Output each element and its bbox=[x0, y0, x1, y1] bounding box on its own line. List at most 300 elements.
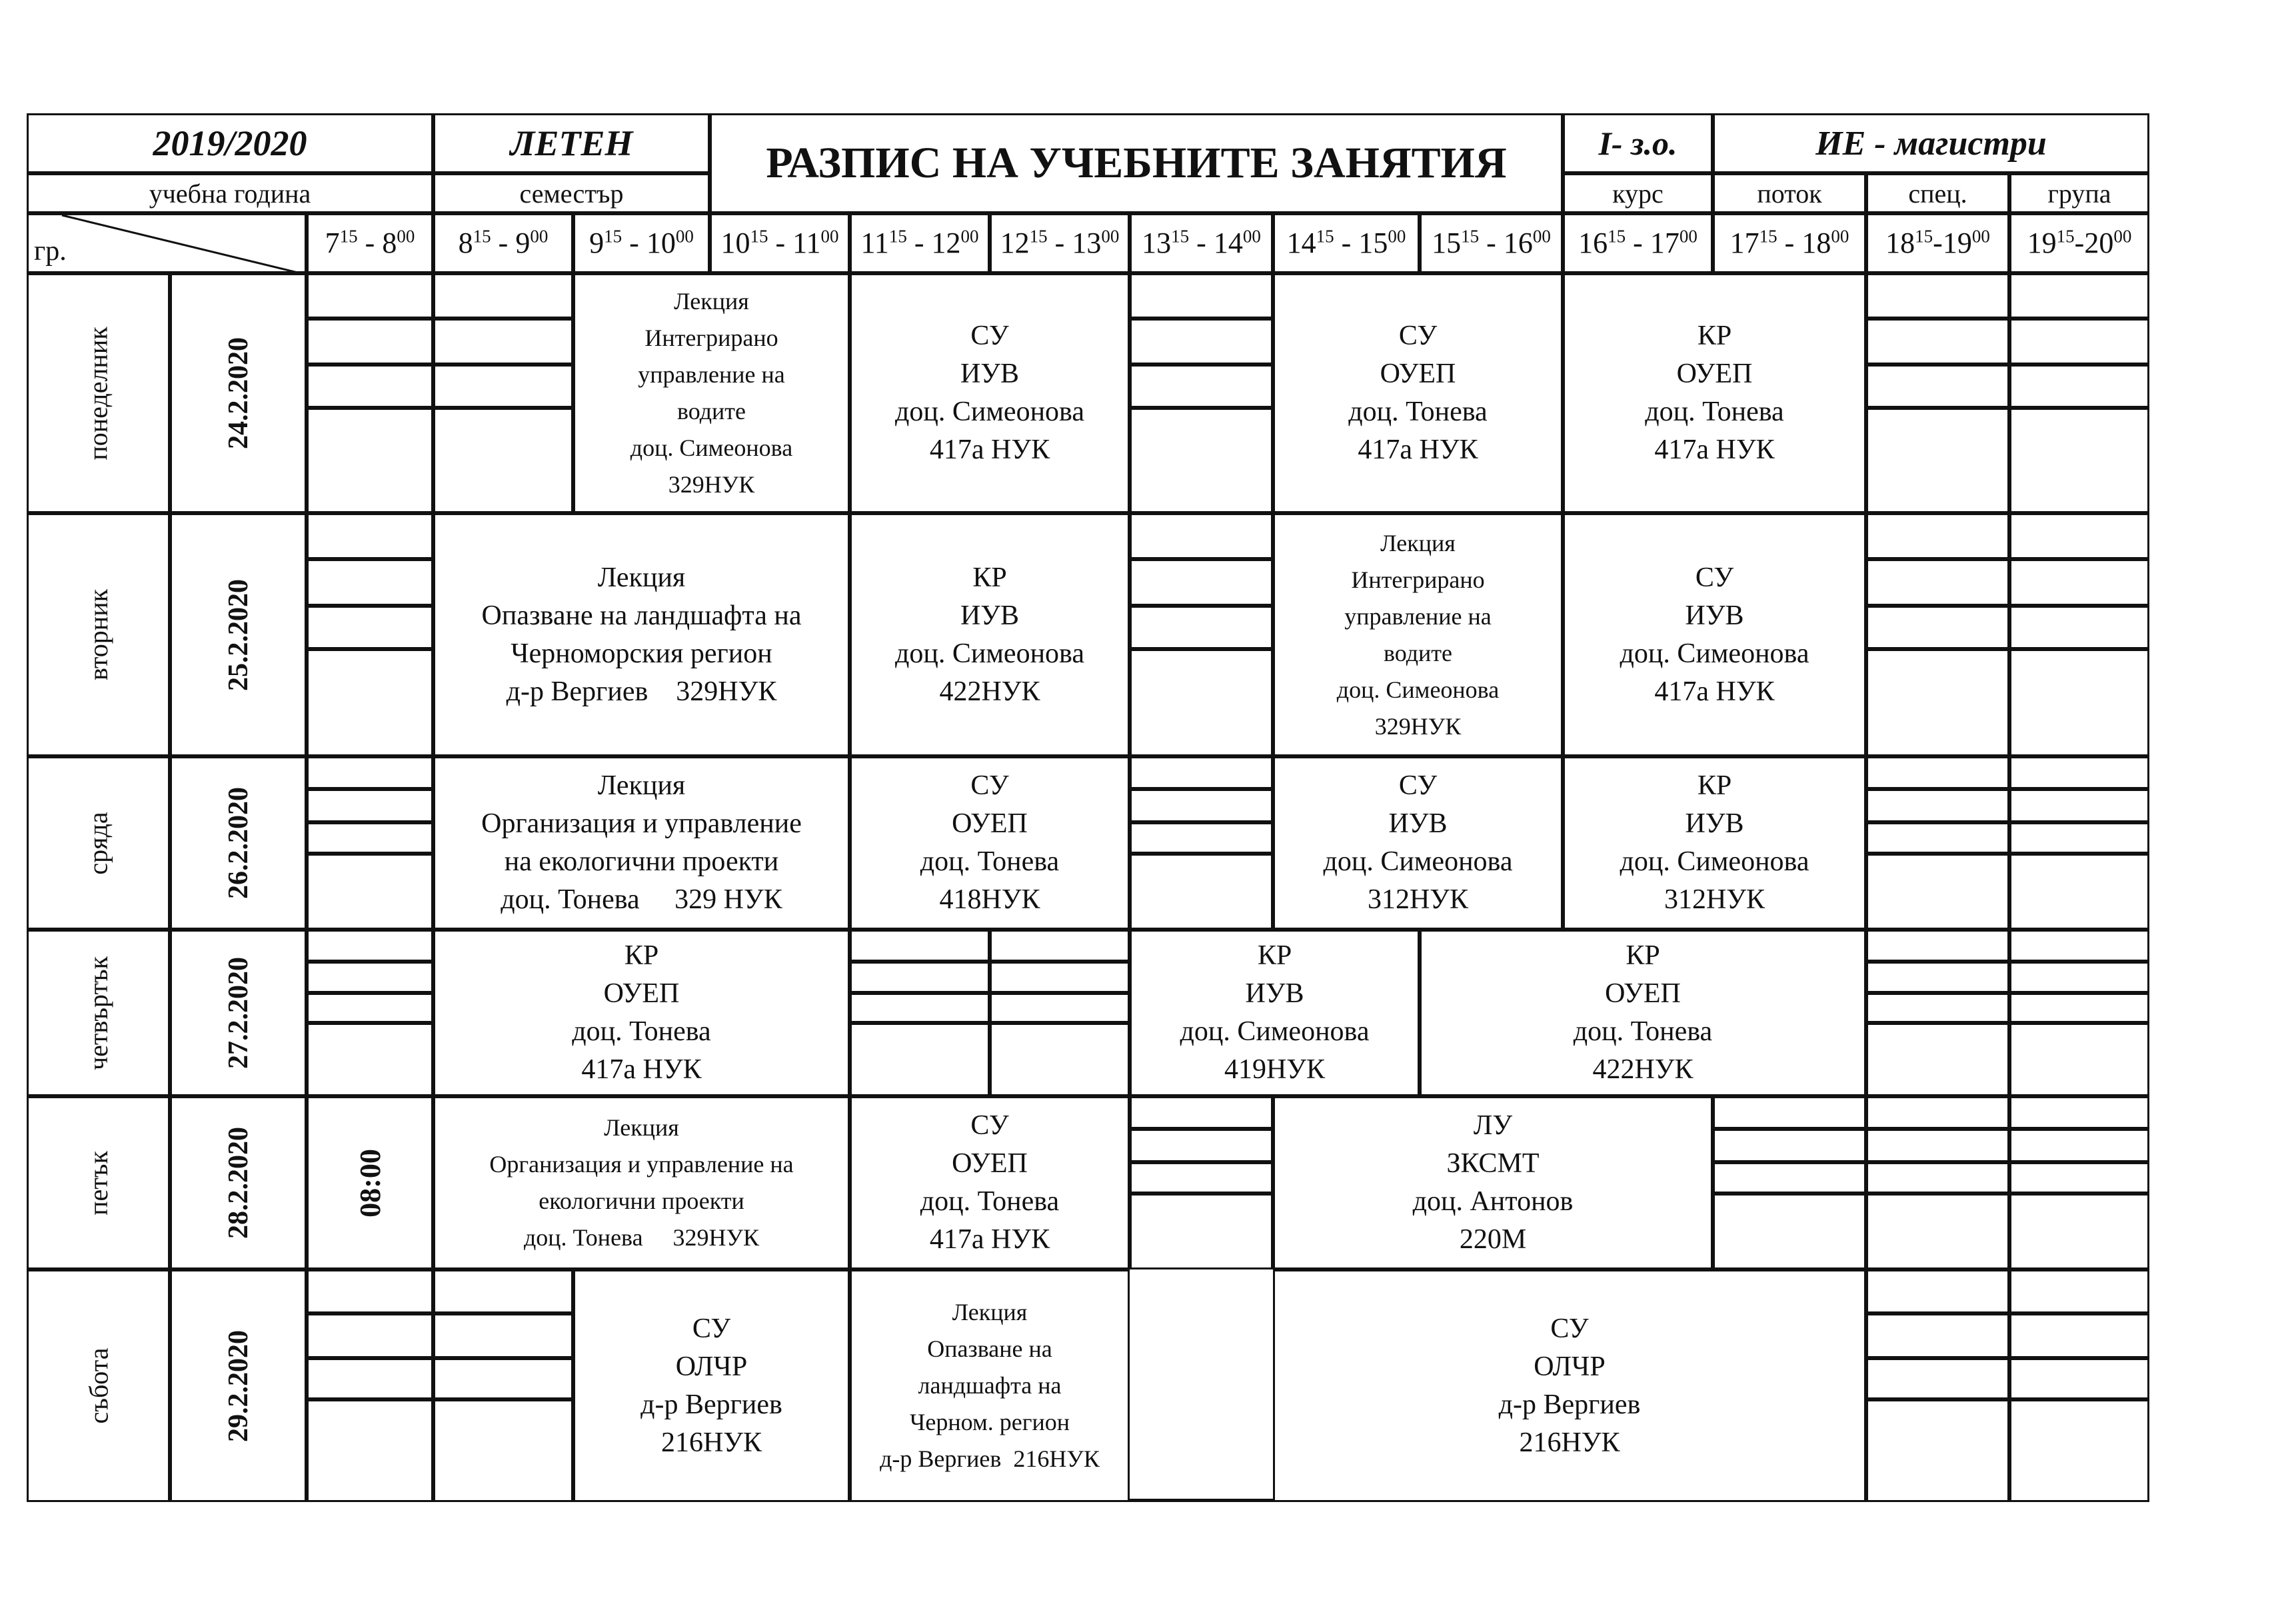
class-detail: Черном. регион bbox=[909, 1409, 1070, 1435]
empty-slot-cell bbox=[850, 993, 990, 1023]
empty-slot-cell bbox=[2009, 822, 2149, 854]
time-slot-label bbox=[720, 226, 839, 259]
slot-start-hour: 12 bbox=[1000, 227, 1030, 259]
day-name: събота bbox=[83, 1347, 113, 1424]
class-detail: ландшафта на bbox=[918, 1372, 1062, 1399]
course-cell bbox=[1563, 113, 1713, 173]
slot-end-hour: 8 bbox=[382, 227, 397, 259]
time-slot-cell bbox=[1866, 213, 2009, 273]
class-block[interactable] bbox=[850, 1096, 1130, 1269]
class-detail: Опазване на bbox=[927, 1335, 1052, 1362]
empty-slot-cell bbox=[2009, 854, 2149, 930]
empty-slot-cell bbox=[2009, 993, 2149, 1023]
class-detail: 419НУК bbox=[1224, 1054, 1326, 1085]
class-type: Лекция bbox=[604, 1114, 679, 1141]
class-detail: 216НУК bbox=[1519, 1427, 1620, 1458]
class-type: СУ bbox=[970, 1110, 1009, 1141]
class-detail: д-р Вергиев 329НУК bbox=[506, 676, 777, 707]
slot-start-minute: 15 bbox=[1608, 226, 1626, 247]
class-block[interactable] bbox=[1563, 273, 1866, 513]
empty-slot-cell bbox=[1866, 789, 2009, 822]
empty-slot-cell bbox=[990, 993, 1130, 1023]
program: ИЕ - магистри bbox=[1815, 124, 2047, 163]
time-slot-cell bbox=[1713, 213, 1866, 273]
empty-slot-cell bbox=[1866, 1313, 2009, 1358]
empty-slot-cell bbox=[1130, 822, 1273, 854]
class-type: КР bbox=[1697, 770, 1732, 801]
slot-start-hour: 14 bbox=[1286, 227, 1316, 259]
empty-slot-cell bbox=[1866, 649, 2009, 756]
day-name: вторник bbox=[83, 588, 113, 681]
slot-start-hour: 16 bbox=[1578, 227, 1608, 259]
day-date: 28.2.2020 bbox=[223, 1127, 254, 1239]
class-detail: 329НУК bbox=[1374, 712, 1462, 740]
class-detail: 417а НУК bbox=[581, 1054, 702, 1085]
class-detail: Организация и управление на bbox=[489, 1151, 794, 1178]
class-detail: ИУВ bbox=[960, 359, 1020, 389]
class-detail: доц. Симеонова bbox=[1620, 846, 1809, 877]
empty-slot-cell bbox=[1866, 756, 2009, 789]
class-detail: доц. Тонева 329НУК bbox=[523, 1224, 760, 1251]
empty-slot-cell bbox=[1130, 319, 1273, 365]
program-cell bbox=[1713, 113, 2149, 173]
empty-slot-cell bbox=[850, 930, 990, 962]
empty-slot-cell bbox=[307, 606, 433, 649]
class-block[interactable] bbox=[1273, 1096, 1713, 1269]
time-slot-label bbox=[1142, 226, 1261, 259]
class-block[interactable] bbox=[1273, 1269, 1866, 1502]
class-detail: управление на bbox=[1344, 602, 1492, 630]
slot-start-hour: 7 bbox=[325, 227, 340, 259]
class-detail: д-р Вергиев bbox=[1498, 1389, 1641, 1420]
class-detail: 417а НУК bbox=[1654, 676, 1775, 707]
time-slot-cell bbox=[1130, 213, 1273, 273]
slot-start-minute: 15 bbox=[750, 226, 768, 247]
empty-slot-cell bbox=[1130, 1129, 1273, 1162]
group-corner-cell bbox=[27, 213, 307, 273]
slot-end-minute: 00 bbox=[397, 226, 415, 247]
slot-end-minute: 00 bbox=[1101, 226, 1120, 247]
spec-label-cell bbox=[1866, 173, 2009, 213]
class-type: СУ bbox=[1398, 770, 1438, 801]
class-block[interactable] bbox=[850, 513, 1130, 756]
slot-end-minute: 00 bbox=[2113, 226, 2132, 247]
empty-slot-cell bbox=[433, 273, 573, 319]
slot-end-minute: 00 bbox=[1532, 226, 1551, 247]
class-detail: ОЛЧР bbox=[1534, 1351, 1606, 1382]
day-name-cell bbox=[27, 1269, 170, 1502]
slot-end-hour: 19 bbox=[1942, 227, 1972, 259]
empty-slot-cell bbox=[1866, 854, 2009, 930]
slot-separator: - bbox=[1479, 227, 1504, 259]
class-detail: 220М bbox=[1459, 1224, 1527, 1255]
empty-slot-cell bbox=[2009, 1194, 2149, 1269]
class-type: СУ bbox=[970, 770, 1009, 801]
class-block[interactable] bbox=[850, 1269, 1130, 1502]
day-date: 29.2.2020 bbox=[223, 1329, 254, 1442]
class-block[interactable] bbox=[1273, 513, 1563, 756]
time-slot-cell bbox=[307, 213, 433, 273]
class-type: КР bbox=[972, 562, 1007, 593]
time-slot-cell bbox=[433, 213, 573, 273]
time-slot-label bbox=[325, 226, 415, 259]
empty-slot-cell bbox=[433, 408, 573, 513]
time-slot-label bbox=[589, 226, 694, 259]
empty-slot-cell bbox=[2009, 1023, 2149, 1096]
class-block[interactable] bbox=[573, 1269, 850, 1502]
slot-end-minute: 00 bbox=[820, 226, 839, 247]
class-type: Лекция bbox=[952, 1299, 1028, 1325]
day-name-cell bbox=[27, 513, 170, 756]
empty-slot-cell bbox=[307, 408, 433, 513]
slot-separator: - bbox=[1334, 227, 1359, 259]
slot-start-minute: 15 bbox=[888, 226, 907, 247]
empty-slot-cell bbox=[307, 962, 433, 993]
class-block[interactable] bbox=[573, 273, 850, 513]
class-detail: 417а НУК bbox=[929, 434, 1050, 465]
class-detail: доц. Тонева bbox=[920, 1186, 1060, 1217]
empty-slot-cell bbox=[1866, 1194, 2009, 1269]
day-name-cell bbox=[27, 930, 170, 1096]
empty-slot-cell bbox=[307, 854, 433, 930]
academic-year-label: учебна година bbox=[149, 178, 311, 209]
empty-slot-cell bbox=[1866, 1399, 2009, 1502]
class-detail: ОЛЧР bbox=[675, 1351, 748, 1382]
slot-separator: - bbox=[622, 227, 646, 259]
group-label: група bbox=[2047, 178, 2111, 209]
semester-label: семестър bbox=[519, 178, 624, 209]
empty-slot-cell bbox=[1130, 273, 1273, 319]
class-detail: водите bbox=[1383, 639, 1452, 666]
class-detail: Интегрирано bbox=[644, 325, 778, 351]
empty-slot-cell bbox=[1130, 854, 1273, 930]
class-detail: доц. Тонева bbox=[1573, 1016, 1713, 1047]
friday-start-cell bbox=[307, 1096, 433, 1269]
empty-slot-cell bbox=[1130, 365, 1273, 408]
empty-slot-cell bbox=[307, 319, 433, 365]
friday-start-time: 08:00 bbox=[353, 1148, 387, 1217]
class-block[interactable] bbox=[433, 1096, 850, 1269]
time-slot-label bbox=[860, 226, 979, 259]
class-type: Лекция bbox=[674, 288, 749, 315]
time-slot-label bbox=[1432, 226, 1551, 259]
slot-start-hour: 9 bbox=[589, 227, 604, 259]
empty-slot-cell bbox=[1866, 1096, 2009, 1129]
empty-slot-cell bbox=[1866, 993, 2009, 1023]
empty-slot-cell bbox=[990, 962, 1130, 993]
class-detail: доц. Тонева bbox=[920, 846, 1060, 877]
class-detail: ОУЕП bbox=[1676, 359, 1753, 389]
course-label-cell bbox=[1563, 173, 1713, 213]
day-name: четвъртък bbox=[83, 956, 113, 1070]
empty-slot-cell bbox=[1866, 1358, 2009, 1399]
empty-slot-cell bbox=[433, 1399, 573, 1502]
slot-start-hour: 19 bbox=[2027, 227, 2057, 259]
class-type: КР bbox=[1257, 940, 1292, 971]
slot-end-hour: 16 bbox=[1503, 227, 1533, 259]
class-block[interactable] bbox=[1563, 513, 1866, 756]
empty-slot-cell bbox=[307, 513, 433, 559]
empty-slot-cell bbox=[2009, 1399, 2149, 1502]
slot-start-minute: 15 bbox=[1316, 226, 1334, 247]
slot-end-hour: 14 bbox=[1213, 227, 1243, 259]
empty-slot-cell bbox=[850, 1023, 990, 1096]
empty-slot-cell bbox=[433, 1358, 573, 1399]
empty-slot-cell bbox=[307, 1358, 433, 1399]
empty-slot-cell bbox=[1866, 1162, 2009, 1194]
empty-slot-cell bbox=[1866, 273, 2009, 319]
class-detail: екологични проекти bbox=[539, 1188, 744, 1214]
day-date: 26.2.2020 bbox=[223, 787, 254, 899]
year-cell bbox=[27, 113, 433, 173]
year-label-cell bbox=[27, 173, 433, 213]
slot-separator: - bbox=[1189, 227, 1214, 259]
empty-slot-cell bbox=[1866, 1269, 2009, 1313]
slot-end-minute: 00 bbox=[675, 226, 694, 247]
slot-end-hour: 12 bbox=[931, 227, 961, 259]
class-detail: на екологични проекти bbox=[504, 846, 779, 877]
slot-start-minute: 15 bbox=[1171, 226, 1190, 247]
class-detail: доц. Тонева 329 НУК bbox=[501, 884, 782, 915]
class-type: СУ bbox=[970, 321, 1009, 351]
slot-start-hour: 13 bbox=[1142, 227, 1172, 259]
class-block[interactable] bbox=[433, 756, 850, 930]
empty-slot-cell bbox=[1713, 1194, 1866, 1269]
class-block[interactable] bbox=[1273, 756, 1563, 930]
empty-slot-cell bbox=[2009, 273, 2149, 319]
class-type: Лекция bbox=[597, 562, 686, 593]
class-detail: ИУВ bbox=[960, 600, 1020, 631]
slot-end-hour: 20 bbox=[2084, 227, 2114, 259]
empty-slot-cell bbox=[1130, 789, 1273, 822]
slot-separator: - bbox=[357, 227, 383, 259]
empty-slot-cell bbox=[990, 1023, 1130, 1096]
slot-start-minute: 15 bbox=[1759, 226, 1777, 247]
empty-slot-cell bbox=[2009, 606, 2149, 649]
class-type: СУ bbox=[1398, 321, 1438, 351]
day-date: 27.2.2020 bbox=[223, 957, 254, 1069]
day-name: понеделник bbox=[83, 326, 113, 460]
empty-slot-cell bbox=[1713, 1129, 1866, 1162]
slot-start-minute: 15 bbox=[2056, 226, 2075, 247]
slot-separator: - bbox=[768, 227, 793, 259]
empty-slot-cell bbox=[433, 1269, 573, 1313]
class-detail: д-р Вергиев bbox=[640, 1389, 782, 1420]
class-type: СУ bbox=[1550, 1313, 1589, 1344]
class-detail: 422НУК bbox=[1592, 1054, 1694, 1085]
class-type: СУ bbox=[692, 1313, 731, 1344]
empty-slot-cell bbox=[1866, 408, 2009, 513]
empty-slot-cell bbox=[1866, 513, 2009, 559]
class-block[interactable] bbox=[850, 273, 1130, 513]
slot-start-hour: 10 bbox=[720, 227, 750, 259]
empty-slot-cell bbox=[2009, 930, 2149, 962]
class-detail: доц. Симеонова bbox=[1180, 1016, 1370, 1047]
empty-slot-cell bbox=[2009, 789, 2149, 822]
slot-start-hour: 17 bbox=[1729, 227, 1759, 259]
empty-slot-cell bbox=[1713, 1096, 1866, 1129]
time-slot-cell bbox=[1273, 213, 1420, 273]
class-block[interactable] bbox=[850, 756, 1130, 930]
day-date-cell bbox=[170, 930, 307, 1096]
time-slot-cell bbox=[573, 213, 710, 273]
class-detail: ОУЕП bbox=[1380, 359, 1456, 389]
time-slot-label bbox=[1000, 226, 1120, 259]
time-slot-label bbox=[1729, 226, 1849, 259]
class-detail: ИУВ bbox=[1388, 808, 1448, 839]
empty-slot-cell bbox=[2009, 319, 2149, 365]
empty-slot-cell bbox=[1866, 962, 2009, 993]
empty-slot-cell bbox=[1866, 606, 2009, 649]
empty-slot-cell bbox=[1866, 930, 2009, 962]
class-detail: ОУЕП bbox=[952, 808, 1028, 839]
empty-slot-cell bbox=[433, 319, 573, 365]
class-type: КР bbox=[1697, 321, 1732, 351]
class-block[interactable] bbox=[1563, 756, 1866, 930]
empty-slot-cell bbox=[307, 1269, 433, 1313]
spec-label: спец. bbox=[1908, 178, 1967, 209]
slot-start-minute: 15 bbox=[473, 226, 491, 247]
class-detail: водите bbox=[676, 398, 746, 424]
class-detail: ИУВ bbox=[1245, 978, 1304, 1009]
time-slot-label bbox=[458, 226, 549, 259]
empty-slot-cell bbox=[1866, 365, 2009, 408]
class-block[interactable] bbox=[1420, 930, 1866, 1096]
day-name: петък bbox=[83, 1150, 113, 1216]
title-cell bbox=[710, 113, 1563, 213]
empty-slot-cell bbox=[2009, 1129, 2149, 1162]
empty-slot-cell bbox=[307, 649, 433, 756]
empty-slot-cell bbox=[2009, 408, 2149, 513]
empty-slot-cell bbox=[2009, 649, 2149, 756]
slot-end-minute: 00 bbox=[1242, 226, 1261, 247]
slot-separator: - bbox=[1626, 227, 1650, 259]
empty-slot-cell bbox=[2009, 1096, 2149, 1129]
empty-slot-cell bbox=[2009, 1358, 2149, 1399]
day-name-cell bbox=[27, 1096, 170, 1269]
group-corner-label: гр. bbox=[34, 236, 67, 267]
empty-slot-cell bbox=[2009, 756, 2149, 789]
slot-start-minute: 15 bbox=[604, 226, 622, 247]
class-detail: ИУВ bbox=[1685, 600, 1744, 631]
slot-end-hour: 17 bbox=[1650, 227, 1680, 259]
course-label: курс bbox=[1612, 178, 1664, 209]
slot-start-minute: 15 bbox=[1029, 226, 1048, 247]
semester: ЛЕТЕН bbox=[510, 123, 633, 163]
slot-start-hour: 8 bbox=[458, 227, 473, 259]
slot-start-minute: 15 bbox=[339, 226, 358, 247]
semester-label-cell bbox=[433, 173, 710, 213]
empty-slot-cell bbox=[307, 756, 433, 789]
slot-separator: - bbox=[1047, 227, 1072, 259]
empty-slot-cell bbox=[307, 1399, 433, 1502]
slot-separator: - bbox=[491, 227, 516, 259]
class-block[interactable] bbox=[433, 930, 850, 1096]
empty-slot-cell bbox=[307, 789, 433, 822]
class-detail: доц. Тонева bbox=[1645, 397, 1784, 427]
slot-separator: - bbox=[2074, 227, 2085, 259]
empty-slot-cell bbox=[2009, 1269, 2149, 1313]
academic-year: 2019/2020 bbox=[153, 123, 307, 163]
slot-end-minute: 00 bbox=[1971, 226, 1990, 247]
time-slot-label bbox=[2027, 226, 2132, 259]
class-type: Лекция bbox=[597, 770, 686, 801]
class-detail: д-р Вергиев 216НУК bbox=[880, 1445, 1100, 1472]
empty-slot-cell bbox=[1866, 319, 2009, 365]
empty-slot-cell bbox=[1130, 1096, 1273, 1129]
slot-end-hour: 18 bbox=[1801, 227, 1831, 259]
class-type: СУ bbox=[1695, 562, 1734, 593]
empty-slot-cell bbox=[1130, 606, 1273, 649]
slot-start-hour: 15 bbox=[1432, 227, 1462, 259]
class-block[interactable] bbox=[1273, 273, 1563, 513]
class-detail: ОУЕП bbox=[1605, 978, 1681, 1009]
class-detail: Черноморския регион bbox=[511, 638, 772, 669]
empty-slot-cell bbox=[850, 962, 990, 993]
class-detail: доц. Тонева bbox=[1348, 397, 1488, 427]
class-detail: Опазване на ландшафта на bbox=[481, 600, 802, 631]
empty-slot-cell bbox=[1866, 559, 2009, 606]
day-date: 25.2.2020 bbox=[223, 578, 254, 691]
class-detail: ИУВ bbox=[1685, 808, 1744, 839]
empty-slot-cell bbox=[2009, 513, 2149, 559]
group-label-cell bbox=[2009, 173, 2149, 213]
time-slot-cell bbox=[990, 213, 1130, 273]
time-slot-label bbox=[1286, 226, 1406, 259]
class-detail: 417а НУК bbox=[1358, 434, 1478, 465]
class-detail: 216НУК bbox=[660, 1427, 762, 1458]
class-block[interactable] bbox=[433, 513, 850, 756]
slot-start-minute: 15 bbox=[1915, 226, 1933, 247]
day-name-cell bbox=[27, 273, 170, 513]
slot-separator: - bbox=[906, 227, 932, 259]
empty-slot-cell bbox=[433, 365, 573, 408]
empty-slot-cell bbox=[1130, 559, 1273, 606]
empty-slot-cell bbox=[1130, 513, 1273, 559]
empty-slot-cell bbox=[2009, 1162, 2149, 1194]
class-type: КР bbox=[624, 940, 659, 971]
slot-end-hour: 9 bbox=[515, 227, 531, 259]
empty-slot-cell bbox=[2009, 365, 2149, 408]
slot-end-minute: 00 bbox=[530, 226, 549, 247]
empty-slot-cell bbox=[1130, 756, 1273, 789]
class-block[interactable] bbox=[1130, 930, 1420, 1096]
empty-slot-cell bbox=[1713, 1162, 1866, 1194]
class-detail: ОУЕП bbox=[952, 1148, 1028, 1179]
slot-end-minute: 00 bbox=[1388, 226, 1406, 247]
class-detail: управление на bbox=[638, 361, 785, 388]
course: I- з.о. bbox=[1598, 125, 1678, 162]
slot-start-hour: 11 bbox=[860, 227, 889, 259]
time-slot-label bbox=[1578, 226, 1698, 259]
slot-end-hour: 13 bbox=[1072, 227, 1102, 259]
time-slot-cell bbox=[2009, 213, 2149, 273]
day-date-cell bbox=[170, 273, 307, 513]
class-detail: 422НУК bbox=[939, 676, 1040, 707]
empty-slot-cell bbox=[1130, 408, 1273, 513]
semester-cell bbox=[433, 113, 710, 173]
page-title: РАЗПИС НА УЧЕБНИТЕ ЗАНЯТИЯ bbox=[766, 139, 1507, 187]
empty-slot-cell bbox=[307, 993, 433, 1023]
time-slot-cell bbox=[710, 213, 850, 273]
empty-slot-cell bbox=[307, 1313, 433, 1358]
class-detail: 312НУК bbox=[1367, 884, 1469, 915]
time-slot-cell bbox=[850, 213, 990, 273]
empty-slot-cell bbox=[1866, 822, 2009, 854]
slot-end-minute: 00 bbox=[960, 226, 979, 247]
class-type: КР bbox=[1626, 940, 1660, 971]
day-name: сряда bbox=[83, 811, 113, 875]
